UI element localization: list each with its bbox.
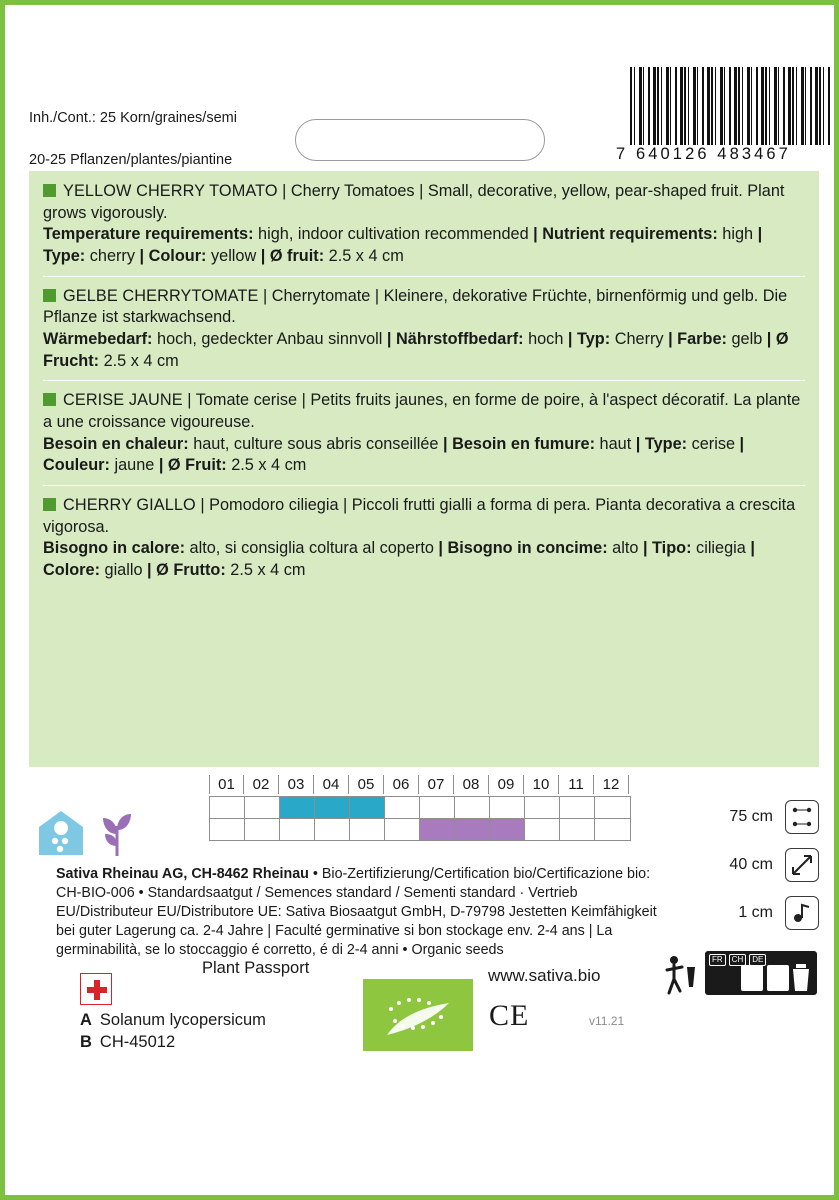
measure-label: 40 cm <box>729 856 773 873</box>
detail-value: cerise <box>687 434 736 453</box>
detail-value: 2.5 x 4 cm <box>225 561 306 580</box>
detail-label: Typ: <box>577 330 611 349</box>
country-tag: DE <box>749 954 766 966</box>
detail-label: Wärmebedarf: <box>43 330 153 349</box>
measure-row <box>659 889 819 937</box>
calendar-cell-sow-01 <box>210 797 245 819</box>
country-tag: CH <box>729 954 747 966</box>
calendar-cell-sow-09 <box>490 797 525 819</box>
greenhouse-icon <box>35 807 87 859</box>
depth-icon <box>785 896 819 930</box>
month-label: 07 <box>419 775 454 794</box>
detail-label: Ø Frucht: <box>43 330 789 370</box>
calendar-grid <box>209 796 631 841</box>
calendar-cell-harvest-02 <box>245 819 280 841</box>
month-label: 12 <box>594 775 629 794</box>
variety-title-it: CHERRY GIALLO <box>63 496 196 515</box>
detail-value: high <box>717 225 754 244</box>
footer-section <box>29 771 819 1171</box>
calendar-cell-harvest-11 <box>560 819 595 841</box>
barcode-bars <box>630 67 830 145</box>
website-link[interactable]: www.sativa.bio <box>488 966 601 985</box>
month-label: 10 <box>524 775 559 794</box>
details-fr: Besoin en chaleur: haut, culture sous abris conseillée | Besoin en fumure: haut | Type: cerise | Couleur: jaune | Ø Fruit: 2.5 x 4 cm <box>43 434 745 475</box>
passport-line-b <box>80 1033 175 1052</box>
calendar-cell-sow-10 <box>525 797 560 819</box>
calendar-cell-harvest-05 <box>350 819 385 841</box>
calendar-row-harvest <box>210 819 630 841</box>
bullet-square-icon <box>43 184 56 197</box>
month-label: 06 <box>384 775 419 794</box>
detail-label: Farbe: <box>677 330 727 349</box>
content-line-1: Inh./Cont.: 25 Korn/graines/semi <box>29 110 237 127</box>
detail-label: Tipo: <box>652 539 692 558</box>
calendar-months <box>209 775 631 794</box>
variety-desc-it: | Pomodoro ciliegia | Piccoli frutti gialli a forma di pera. Pianta decorativa a crescita vigorosa. <box>43 496 796 536</box>
detail-value: hoch <box>523 330 564 349</box>
variety-desc-de: | Cherrytomate | Kleinere, dekorative Früchte, birnenförmig und gelb. Die Pflanze ist starkwachsend. <box>43 286 788 327</box>
measure-label: 1 cm <box>738 904 773 921</box>
calendar-cell-harvest-06 <box>385 819 420 841</box>
price-oval <box>295 119 545 161</box>
detail-value: cherry <box>85 247 135 266</box>
detail-label: Bisogno in calore: <box>43 539 186 558</box>
country-disposal-box <box>705 951 817 995</box>
passport-value-b: CH-45012 <box>99 1033 176 1051</box>
calendar-cell-sow-08 <box>455 797 490 819</box>
details-de: Wärmebedarf: hoch, gedeckter Anbau sinnvoll | Nährstoffbedarf: hoch | Typ: Cherry | Farbe: gelb | Ø Frucht: 2.5 x 4 cm <box>43 330 789 370</box>
bullet-square-icon <box>43 393 56 406</box>
detail-value: high, indoor cultivation recommended <box>253 225 529 244</box>
calendar-cell-harvest-07 <box>420 819 455 841</box>
calendar-cell-sow-11 <box>560 797 595 819</box>
passport-key-b: B <box>80 1033 92 1051</box>
calendar-cell-sow-07 <box>420 797 455 819</box>
detail-label: Ø fruit: <box>269 247 325 266</box>
detail-label: Colour: <box>148 247 207 266</box>
calendar-cell-harvest-03 <box>280 819 315 841</box>
version-label: v11.21 <box>589 1014 625 1028</box>
cultivation-pictograms <box>35 807 137 859</box>
language-block-en <box>29 171 819 276</box>
measure-label: 75 cm <box>729 808 773 825</box>
month-label: 05 <box>349 775 384 794</box>
detail-label: Nährstoffbedarf: <box>396 330 524 349</box>
detail-label: Type: <box>644 434 688 453</box>
swiss-flag-icon <box>80 973 112 1005</box>
address-details: • Bio-Zertifizierung/Certification bio/Certificazione bio: CH-BIO-006 • Standardsaatgut / Semences standard / Sementi standard · Vertrieb EU/Distributeur EU/Distributore UE: Sativa Biosaatgut GmbH, D-79798 Jestetten Keimfähigkeit bei guter Lagerung ca. 2-4 Jahre | Faculté germinative si bon stockage env. 2-4 ans | La germinabilità, se lo stoccaggio é corretto, é di 2-4 anni • Organic seeds <box>56 866 657 958</box>
detail-label: Type: <box>43 247 86 266</box>
bullet-square-icon <box>43 498 56 511</box>
calendar-cell-sow-05 <box>350 797 385 819</box>
detail-value: yellow <box>206 247 257 266</box>
variety-title-fr: CERISE JAUNE <box>63 391 183 410</box>
month-label: 02 <box>244 775 279 794</box>
detail-label: Nutrient requirements: <box>542 225 718 244</box>
passport-line-a <box>80 1011 266 1030</box>
calendar-cell-sow-04 <box>315 797 350 819</box>
variety-title-en: YELLOW CHERRY TOMATO <box>63 182 278 200</box>
measure-row <box>659 793 819 841</box>
language-block-fr <box>29 380 819 485</box>
calendar-cell-sow-12 <box>595 797 630 819</box>
detail-value: alto <box>607 539 639 558</box>
detail-label: Colore: <box>43 561 100 580</box>
calendar-cell-harvest-08 <box>455 819 490 841</box>
disposal-pictograms <box>661 951 817 995</box>
description-panel <box>29 171 819 767</box>
calendar-cell-harvest-12 <box>595 819 630 841</box>
detail-value: haut <box>595 434 632 453</box>
company-address <box>56 865 676 960</box>
detail-value: jaune <box>109 456 155 475</box>
detail-value: giallo <box>99 561 143 580</box>
detail-label: Bisogno in concime: <box>447 539 608 558</box>
plant-passport-title: Plant Passport <box>202 959 310 977</box>
header <box>29 87 819 167</box>
month-label: 01 <box>209 775 244 794</box>
passport-value-a: Solanum lycopersicum <box>99 1011 266 1029</box>
calendar-cell-sow-03 <box>280 797 315 819</box>
month-label: 09 <box>489 775 524 794</box>
spacing-measures <box>659 793 819 937</box>
variety-title-de: GELBE CHERRYTOMATE <box>63 286 259 305</box>
content-line-2: 20-25 Pflanzen/plantes/piantine <box>29 152 233 169</box>
language-block-de <box>29 276 819 381</box>
calendar-cell-harvest-10 <box>525 819 560 841</box>
company-name: Sativa Rheinau AG, CH-8462 Rheinau <box>56 866 309 882</box>
detail-value: alto, si consiglia coltura al coperto <box>185 539 434 558</box>
details-en: Temperature requirements: high, indoor cultivation recommended | Nutrient requirements: high | Type: cherry | Colour: yellow | Ø fruit: 2.5 x 4 cm <box>43 225 763 266</box>
details-it: Bisogno in calore: alto, si consiglia coltura al coperto | Bisogno in concime: alto | Tipo: ciliegia | Colore: giallo | Ø Frutto: 2.5 x 4 cm <box>43 539 755 580</box>
calendar-cell-harvest-01 <box>210 819 245 841</box>
detail-label: Ø Frutto: <box>156 561 226 580</box>
calendar-cell-harvest-09 <box>490 819 525 841</box>
plant-icon <box>97 808 137 858</box>
detail-value: gelb <box>726 330 763 349</box>
detail-value: haut, culture sous abris conseillée <box>188 434 439 453</box>
detail-value: Cherry <box>610 330 664 349</box>
country-tag: FR <box>709 954 726 966</box>
detail-label: Temperature requirements: <box>43 225 254 244</box>
spacing-icon <box>785 800 819 834</box>
do-not-litter-icon <box>661 953 699 995</box>
detail-value: 2.5 x 4 cm <box>226 456 307 475</box>
eu-organic-logo <box>363 979 473 1051</box>
barcode <box>616 67 839 171</box>
detail-value: 2.5 x 4 cm <box>99 351 179 370</box>
detail-label: Besoin en chaleur: <box>43 434 189 453</box>
detail-label: Couleur: <box>43 456 110 475</box>
month-label: 11 <box>559 775 594 794</box>
measure-row <box>659 841 819 889</box>
passport-key-a: A <box>80 1011 92 1029</box>
detail-value: 2.5 x 4 cm <box>324 247 404 266</box>
calendar-cell-sow-06 <box>385 797 420 819</box>
distance-icon <box>785 848 819 882</box>
detail-label: Besoin en fumure: <box>452 434 596 453</box>
calendar-cell-sow-02 <box>245 797 280 819</box>
detail-value: ciliegia <box>691 539 746 558</box>
variety-desc-fr: | Tomate cerise | Petits fruits jaunes, en forme de poire, à l'aspect décoratif. La plante a une croissance vigoureuse. <box>43 391 801 432</box>
detail-label: Ø Fruit: <box>167 456 227 475</box>
month-label: 04 <box>314 775 349 794</box>
calendar-row-sowing <box>210 797 630 819</box>
month-label: 08 <box>454 775 489 794</box>
bullet-square-icon <box>43 289 56 302</box>
barcode-number: 7 640126 483467 <box>616 145 791 163</box>
calendar-cell-harvest-04 <box>315 819 350 841</box>
language-block-it <box>29 485 819 590</box>
variety-desc-en: | Cherry Tomatoes | Small, decorative, yellow, pear-shaped fruit. Plant grows vigorously. <box>43 182 785 222</box>
detail-value: hoch, gedeckter Anbau sinnvoll <box>152 330 383 349</box>
sowing-calendar <box>209 775 631 841</box>
month-label: 03 <box>279 775 314 794</box>
ce-mark: CE <box>489 999 530 1032</box>
